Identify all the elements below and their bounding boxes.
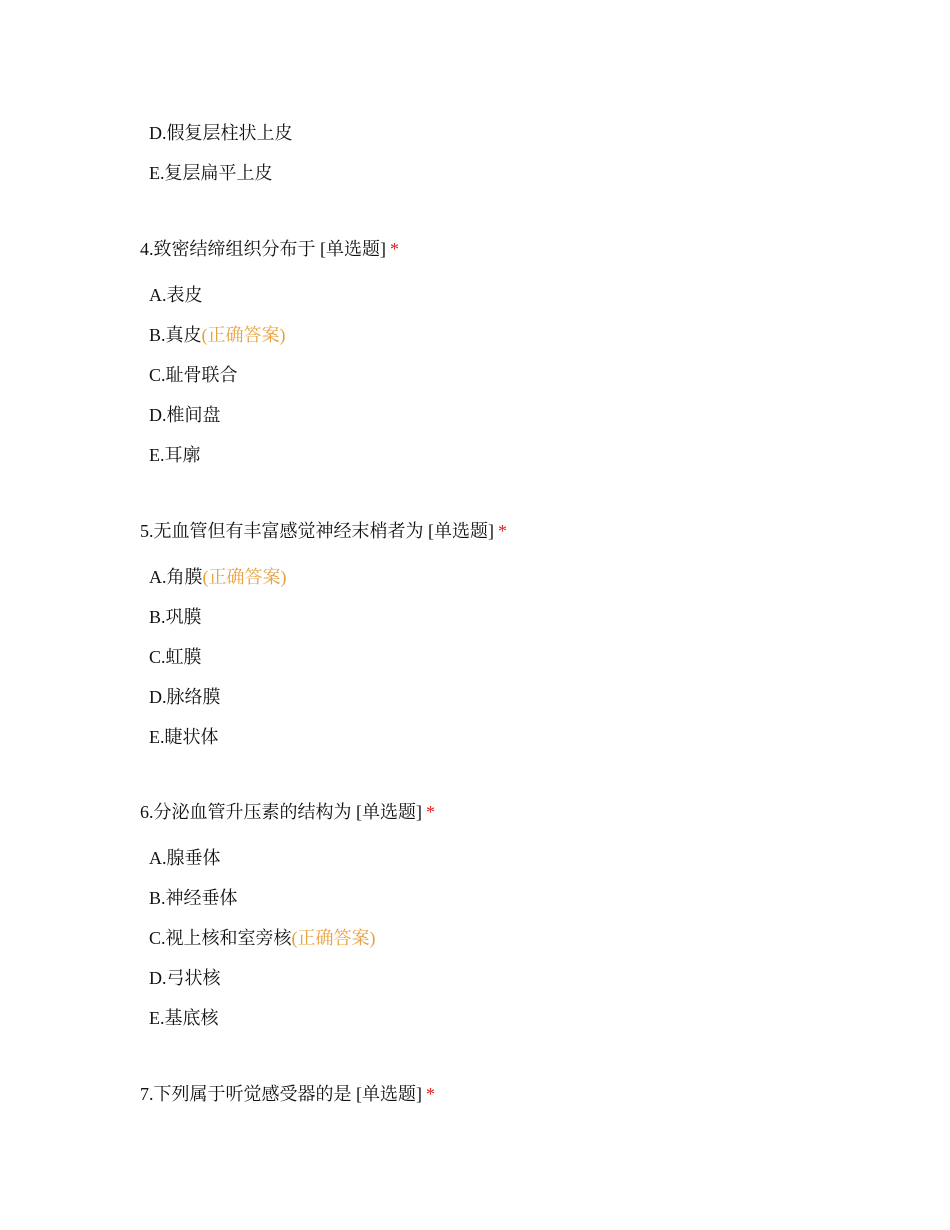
question-title — [140, 519, 507, 543]
option-label: D.弓状核 — [149, 968, 221, 988]
option-d — [149, 403, 399, 427]
option-label: C.耻骨联合 — [149, 365, 238, 385]
option-list — [149, 846, 435, 1030]
option-list — [149, 283, 399, 467]
option-label: B.巩膜 — [149, 607, 202, 627]
required-mark: * — [426, 802, 435, 822]
question-title-text: 4.致密结缔组织分布于 [单选题] — [140, 239, 386, 259]
option-c — [149, 645, 507, 669]
question-title-text: 7.下列属于听觉感受器的是 [单选题] — [140, 1084, 422, 1104]
question-6 — [140, 800, 435, 1046]
question-5 — [140, 519, 507, 765]
option-label: C.视上核和室旁核 — [149, 928, 292, 948]
question-title-text: 6.分泌血管升压素的结构为 [单选题] — [140, 802, 422, 822]
option-e — [149, 725, 507, 749]
option-label: E.睫状体 — [149, 727, 219, 747]
required-mark: * — [498, 521, 507, 541]
option-label: D.椎间盘 — [149, 405, 221, 425]
option-label: E.复层扁平上皮 — [149, 163, 273, 183]
option-label: D.假复层柱状上皮 — [149, 123, 293, 143]
option-label: A.腺垂体 — [149, 848, 221, 868]
option-b — [149, 605, 507, 629]
required-mark: * — [390, 239, 399, 259]
correct-answer-tag: (正确答案) — [201, 325, 286, 345]
option-label: A.角膜 — [149, 567, 203, 587]
option-label: B.真皮 — [149, 325, 202, 345]
option-b — [149, 323, 399, 347]
question-title — [140, 237, 399, 261]
required-mark: * — [426, 1084, 435, 1104]
question-title — [140, 800, 435, 824]
option-d — [149, 121, 293, 145]
option-label: E.基底核 — [149, 1008, 219, 1028]
option-c — [149, 926, 435, 950]
option-d — [149, 685, 507, 709]
option-label: D.脉络膜 — [149, 687, 221, 707]
option-label: E.耳廓 — [149, 445, 201, 465]
option-label: C.虹膜 — [149, 647, 202, 667]
question-title — [140, 1082, 435, 1106]
option-c — [149, 363, 399, 387]
option-a — [149, 565, 507, 589]
option-label: A.表皮 — [149, 285, 203, 305]
question-title-text: 5.无血管但有丰富感觉神经末梢者为 [单选题] — [140, 521, 494, 541]
question-7 — [140, 1082, 435, 1106]
option-e — [149, 443, 399, 467]
option-a — [149, 846, 435, 870]
question-4 — [140, 237, 399, 483]
option-e — [149, 161, 293, 185]
option-label: B.神经垂体 — [149, 888, 238, 908]
option-a — [149, 283, 399, 307]
correct-answer-tag: (正确答案) — [202, 567, 287, 587]
correct-answer-tag: (正确答案) — [291, 928, 376, 948]
previous-question-options — [149, 121, 293, 201]
option-list — [149, 565, 507, 749]
option-d — [149, 966, 435, 990]
option-b — [149, 886, 435, 910]
option-e — [149, 1006, 435, 1030]
